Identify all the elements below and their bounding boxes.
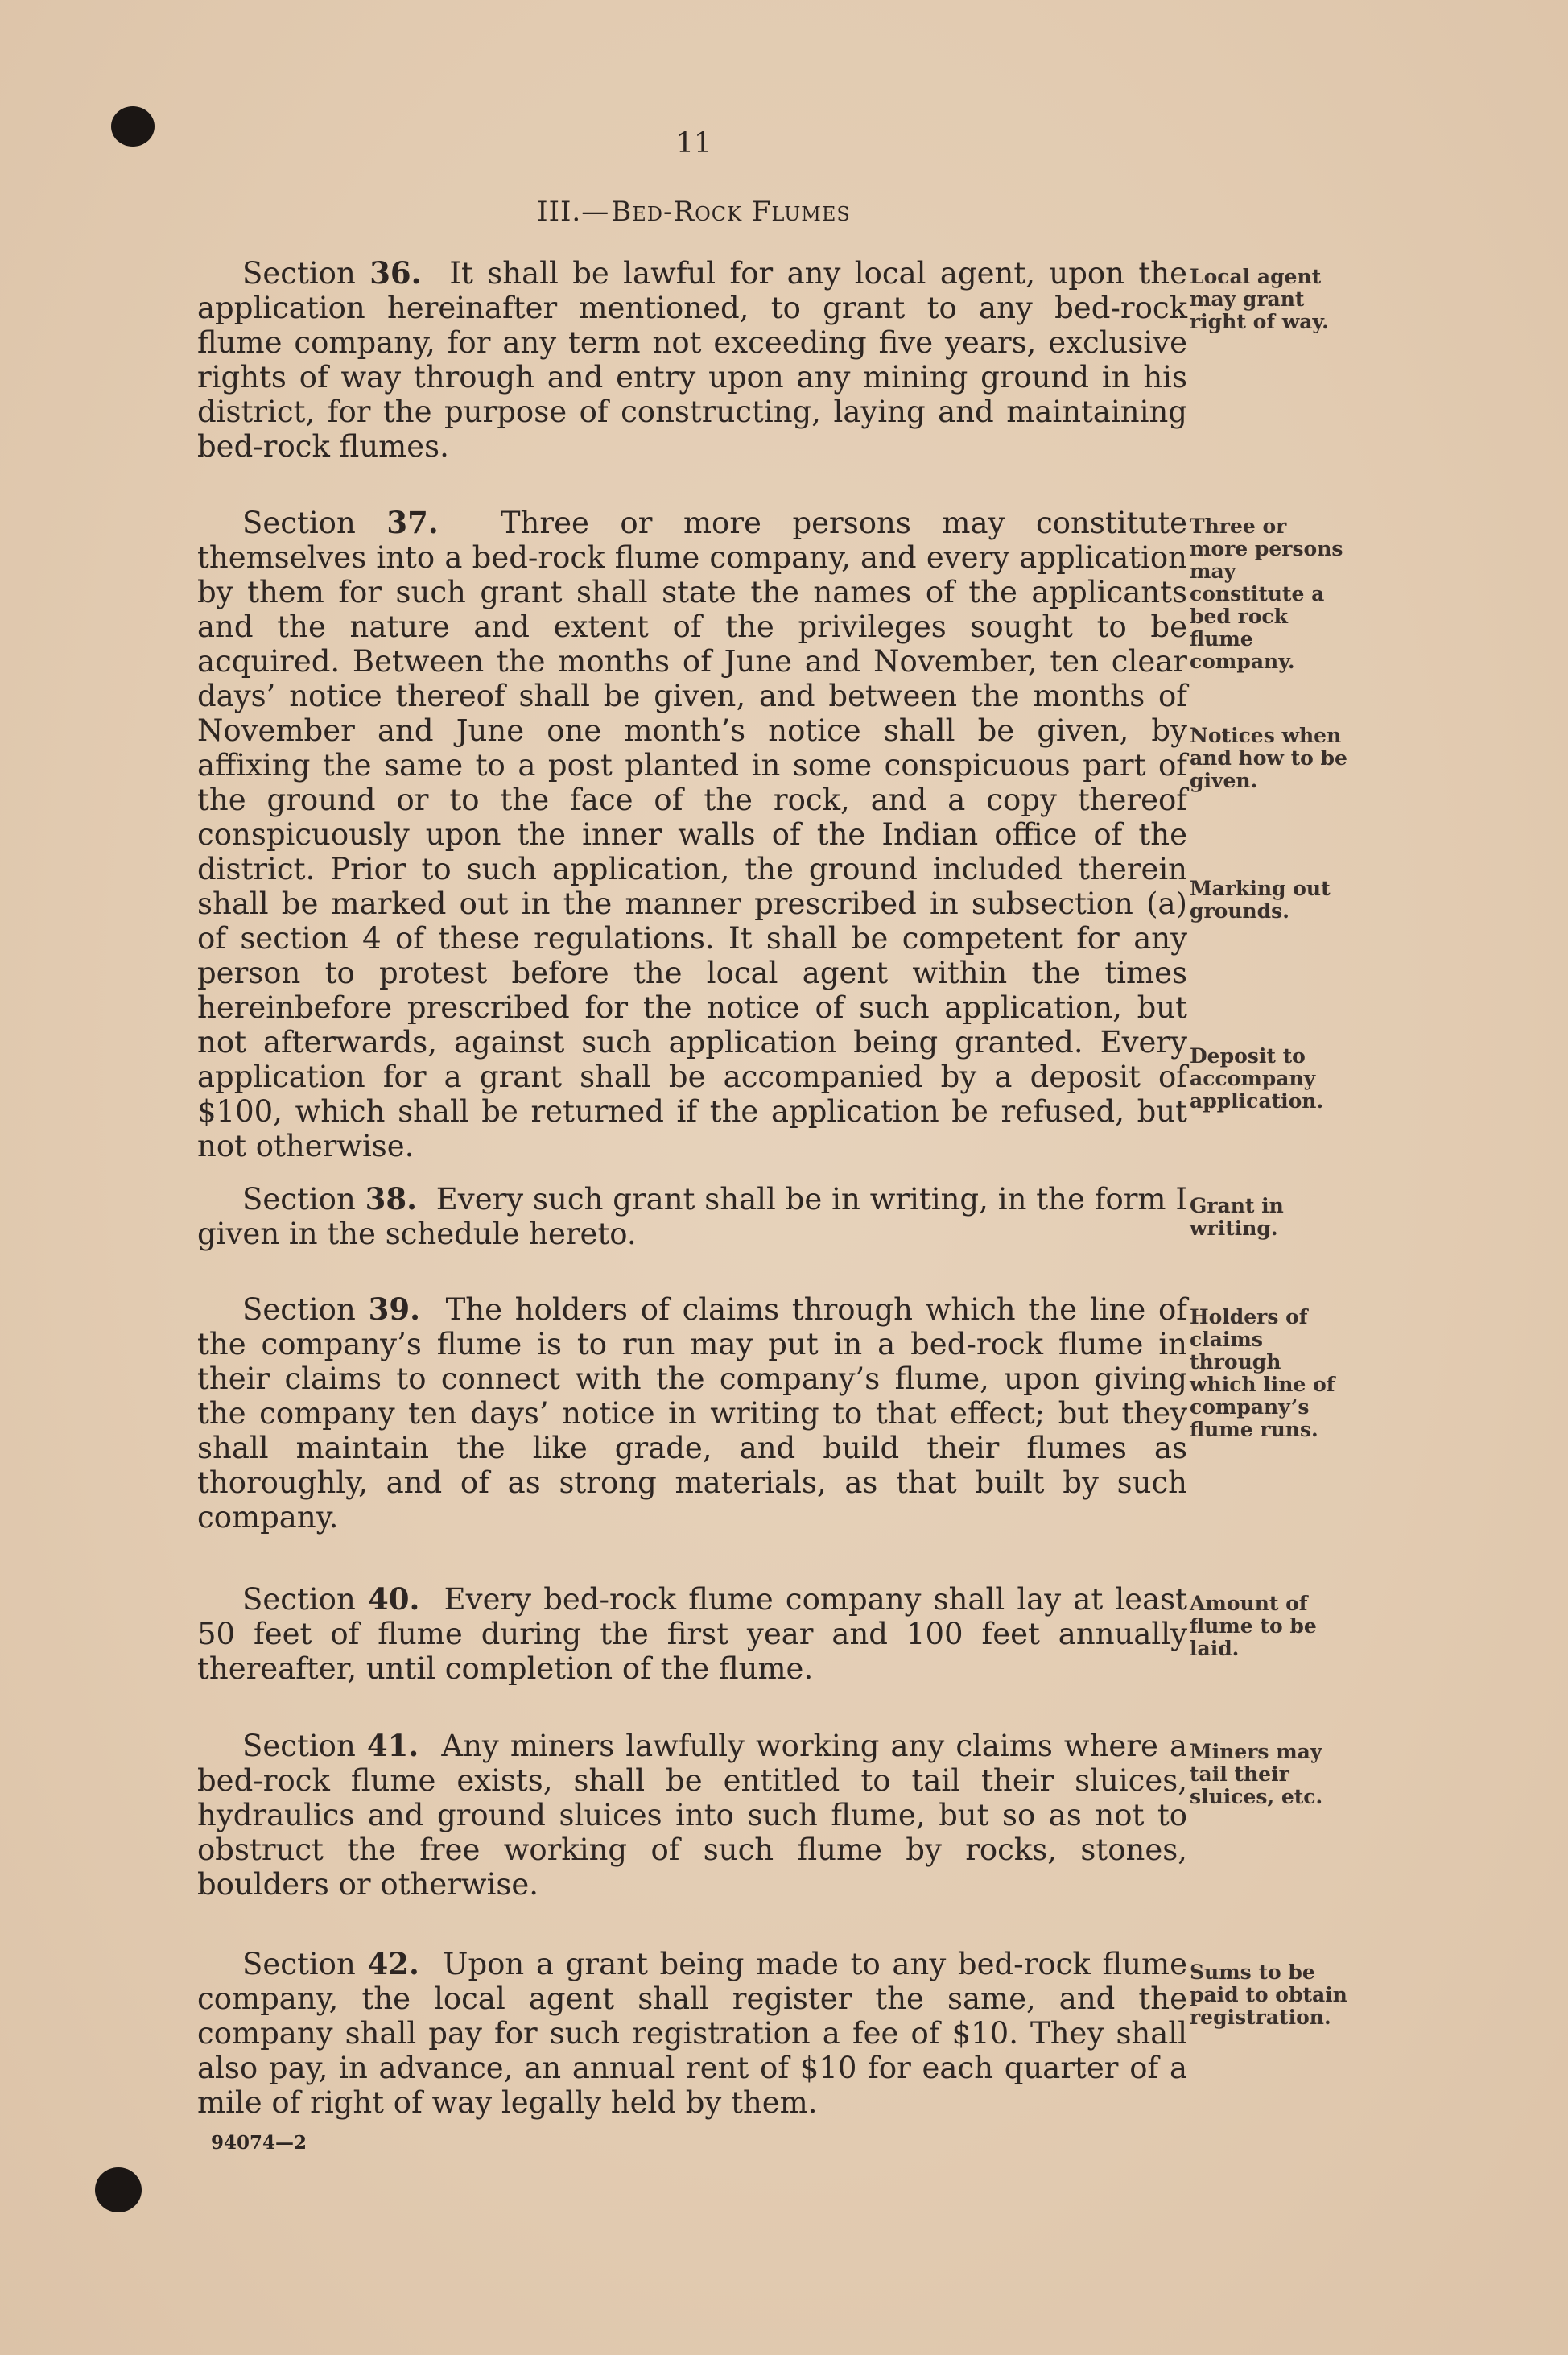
- section-number: 39.: [368, 1291, 420, 1327]
- section-paragraph: [197, 1182, 1187, 1251]
- margin-note: Notices when and how to be given.: [1190, 724, 1347, 792]
- punch-hole: [95, 2167, 142, 2212]
- section-number: 42.: [367, 1946, 419, 1981]
- print-code: 94074—2: [211, 2132, 307, 2154]
- section-paragraph: [197, 506, 1187, 1163]
- section-40: [197, 1582, 1187, 1686]
- section-number: 36.: [369, 255, 422, 291]
- margin-note: Marking out grounds.: [1190, 877, 1331, 923]
- section-paragraph: [197, 1582, 1187, 1686]
- section-number: 41.: [366, 1728, 419, 1763]
- part-numeral: III.—: [537, 196, 610, 228]
- section-text: The holders of claims through which the line of the company’s flume is to run may put in a bed-rock flume in their claims to connect with the company’s flume, upon giving the company ten days’ notice in writing to that effect; but they shall maintain the like grade, and build their flumes as thoroughly, and of as strong materials, as that built by such company.: [197, 1292, 1187, 1535]
- margin-note: Sums to be paid to obtain registration.: [1190, 1960, 1347, 2029]
- section-text: Upon a grant being made to any bed-rock flume company, the local agent shall register the same, and the company shall pay for such registration a fee of $10. They shall also pay, in advance, an annual rent of $10 for each quarter of a mile of right of way legally held by them.: [197, 1947, 1187, 2120]
- section-paragraph: [197, 1947, 1187, 2120]
- section-number: 37.: [386, 505, 439, 540]
- section-paragraph: [197, 1292, 1187, 1535]
- section-label: Section: [242, 1729, 356, 1763]
- margin-note: Miners may tail their sluices, etc.: [1190, 1740, 1323, 1808]
- section-text: Every bed-rock flume company shall lay at least 50 feet of flume during the first year and 100 feet annually thereafter, until completion of the flume.: [197, 1582, 1188, 1686]
- section-38: [197, 1182, 1187, 1251]
- section-42: [197, 1947, 1187, 2120]
- section-paragraph: [197, 1729, 1187, 1902]
- margin-note: Deposit to accompany application.: [1190, 1044, 1324, 1113]
- section-36: [197, 256, 1187, 464]
- section-label: Section: [242, 256, 356, 291]
- section-text: Any miners lawfully working any claims where a bed-rock flume exists, shall be entitled to tail their sluices, hydraulics and ground sluices into such flume, but so as not to obstruct the free working of such flume by rocks, stones, boulders or otherwise.: [197, 1729, 1188, 1902]
- section-label: Section: [242, 1582, 356, 1617]
- section-text: Every such grant shall be in writing, in the form I given in the schedule hereto.: [197, 1182, 1187, 1251]
- section-number: 40.: [367, 1581, 420, 1617]
- section-text: It shall be lawful for any local agent, upon the application hereinafter mentioned, to grant to any bed-rock flume company, for any term not exceeding five years, exclusive rights of way through and entry upon any mining ground in his district, for the purpose of constructing, laying and maintaining bed-rock flumes.: [197, 256, 1187, 464]
- section-label: Section: [242, 1947, 356, 1981]
- section-label: Section: [242, 506, 356, 540]
- section-39: [197, 1292, 1187, 1535]
- section-text: Three or more persons may constitute themselves into a bed-rock flume company, and every application by them for such grant shall state the names of the applicants and the nature and extent of the privileges sought to be acquired. Between the months of June and November, ten clear days’ notice thereof shall be given, and between the months of November and June one month’s notice shall be given, by affixing the same to a post planted in some conspicuous part of the ground or to the face of the rock, and a copy thereof conspicuously upon the inner walls of the Indian office of the district. Prior to such application, the ground included therein shall be marked out in the manner prescribed in subsection (a) of section 4 of these regulations. It shall be competent for any person to protest before the local agent within the times hereinbefore prescribed for the notice of such application, but not afterwards, against such application being granted. Every application for a grant shall be accompanied by a deposit of $100, which shall be returned if the application be refused, but not otherwise.: [197, 506, 1187, 1163]
- section-label: Section: [242, 1182, 356, 1217]
- margin-note: Three or more persons may constitute a bed rock flume company.: [1190, 514, 1343, 673]
- section-label: Section: [242, 1292, 356, 1327]
- section-37: [197, 506, 1187, 1163]
- section-number: 38.: [365, 1181, 418, 1217]
- part-title: Bed-Rock Flumes: [611, 196, 851, 228]
- margin-note: Local agent may grant right of way.: [1190, 265, 1329, 333]
- part-heading: [201, 196, 1186, 228]
- margin-note: Grant in writing.: [1190, 1194, 1284, 1240]
- section-paragraph: [197, 256, 1187, 464]
- margin-note: Holders of claims through which line of company’s flume runs.: [1190, 1305, 1335, 1441]
- margin-note: Amount of flume to be laid.: [1190, 1592, 1317, 1660]
- page-number: 11: [675, 127, 712, 159]
- section-41: [197, 1729, 1187, 1902]
